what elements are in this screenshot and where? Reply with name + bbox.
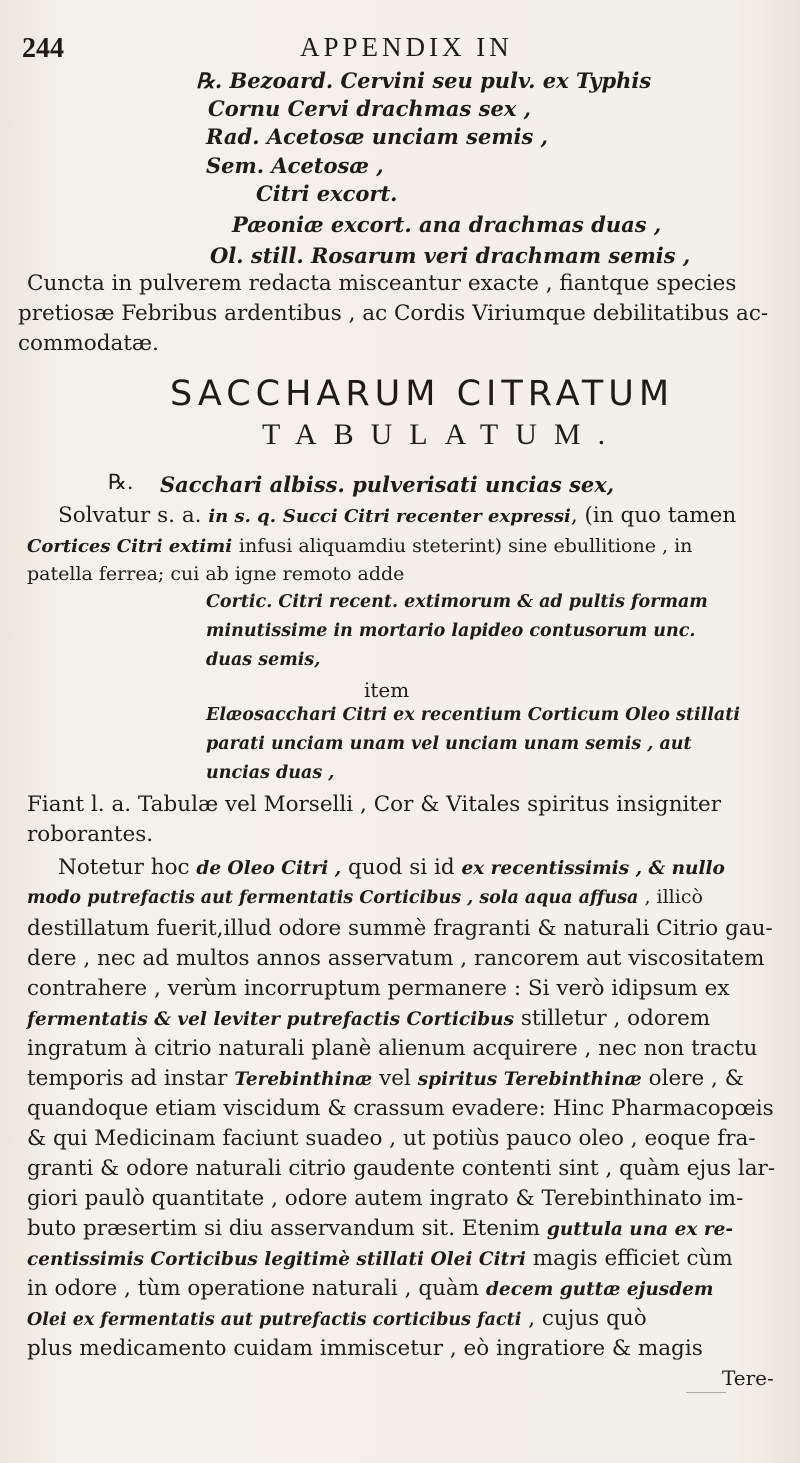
- recipe-line: minutissime in mortario lapideo contusorum unc.: [206, 621, 696, 641]
- paragraph-line: granti & odore naturali citrio gaudente contenti sint , quàm ejus lar-: [27, 1156, 776, 1181]
- recipe-note-line: commodatæ.: [18, 331, 159, 356]
- paragraph-line: dere , nec ad multos annos asservatum , rancorem aut viscositatem: [27, 946, 765, 971]
- section-title: SACCHARUM CITRATUM: [170, 374, 675, 414]
- recipe-line: Fiant l. a. Tabulæ vel Morselli , Cor & Vitales spiritus insigniter: [27, 792, 722, 817]
- paragraph-line: fermentatis & vel leviter putrefactis Corticibus stilletur , odorem: [27, 1006, 711, 1031]
- recipe-line: duas semis,: [206, 650, 321, 670]
- paragraph-line: & qui Medicinam faciunt suadeo , ut potiùs pauco oleo , eoque fra-: [27, 1126, 756, 1151]
- catchword: Tere-: [722, 1366, 774, 1390]
- paragraph-line: Olei ex fermentatis aut putrefactis corticibus facti , cujus quò: [27, 1306, 647, 1331]
- recipe-line: item: [364, 678, 410, 702]
- paragraph-line: buto præsertim si diu asservandum sit. Etenim guttula una ex re-: [27, 1216, 734, 1241]
- paragraph-line: quandoque etiam viscidum & crassum evadere: Hinc Pharmacopœis: [27, 1096, 774, 1121]
- recipe-line: Cortic. Citri recent. extimorum & ad pultis formam: [206, 592, 708, 612]
- paragraph-line: Notetur hoc de Oleo Citri , quod si id ex recentissimis , & nullo: [58, 855, 725, 880]
- recipe-line: Sem. Acetosæ ,: [206, 153, 384, 178]
- paragraph-line: centissimis Corticibus legitimè stillati Olei Citri magis efficiet cùm: [27, 1246, 733, 1271]
- recipe-line: roborantes.: [27, 822, 154, 847]
- recipe-line: Cornu Cervi drachmas sex ,: [208, 96, 531, 121]
- running-title: APPENDIX IN: [300, 32, 513, 62]
- recipe-line: Elæosacchari Citri ex recentium Corticum Oleo stillati: [206, 705, 740, 725]
- paragraph-line: giori paulò quantitate , odore autem ingrato & Terebinthinato im-: [27, 1186, 744, 1211]
- paragraph-line: temporis ad instar Terebinthinæ vel spiritus Terebinthinæ olere , &: [27, 1066, 744, 1091]
- paragraph-line: modo putrefactis aut fermentatis Corticibus , sola aqua affusa , illicò: [27, 886, 703, 908]
- recipe-line: uncias duas ,: [206, 763, 335, 783]
- paragraph-line: in odore , tùm operatione naturali , quàm decem guttæ ejusdem: [27, 1276, 714, 1301]
- paragraph-line: destillatum fuerit,illud odore summè fragranti & naturali Citrio gau-: [27, 916, 773, 941]
- recipe-note-line: Cuncta in pulverem redacta misceantur exacte , fiantque species: [27, 271, 737, 296]
- recipe-note-line: pretiosæ Febribus ardentibus , ac Cordis Viriumque debilitatibus ac-: [18, 301, 769, 326]
- ink-mark: [686, 1392, 726, 1393]
- recipe-line: patella ferrea; cui ab igne remoto adde: [27, 563, 405, 585]
- recipe-line: Pæoniæ excort. ana drachmas duas ,: [232, 212, 662, 237]
- paragraph-line: plus medicamento cuidam immiscetur , eò ingratiore & magis: [27, 1336, 703, 1361]
- recipe-line: Solvatur s. a. in s. q. Succi Citri recenter expressi, (in quo tamen: [58, 503, 737, 528]
- recipe-line: Rad. Acetosæ unciam semis ,: [206, 124, 548, 149]
- recipe-line: Ol. still. Rosarum veri drachmam semis ,: [210, 243, 691, 268]
- paragraph-line: ingratum à citrio naturali planè alienum acquirere , nec non tractu: [27, 1036, 758, 1061]
- recipe-line: Cortices Citri extimi infusi aliquamdiu steterint) sine ebullitione , in: [27, 535, 693, 557]
- recipe-line: parati unciam unam vel unciam unam semis , aut: [206, 734, 692, 754]
- section-subtitle: TABULATUM.: [262, 418, 623, 451]
- prescription-symbol: ℞.: [108, 470, 134, 494]
- page-number: 244: [22, 33, 64, 64]
- paragraph-line: contrahere , verùm incorruptum permanere : Si verò idipsum ex: [27, 976, 730, 1001]
- recipe-line: Citri excort.: [256, 181, 398, 206]
- recipe-line: Sacchari albiss. pulverisati uncias sex,: [160, 472, 615, 497]
- recipe-line: ℞. Bezoard. Cervini seu pulv. ex Typhis: [196, 68, 652, 93]
